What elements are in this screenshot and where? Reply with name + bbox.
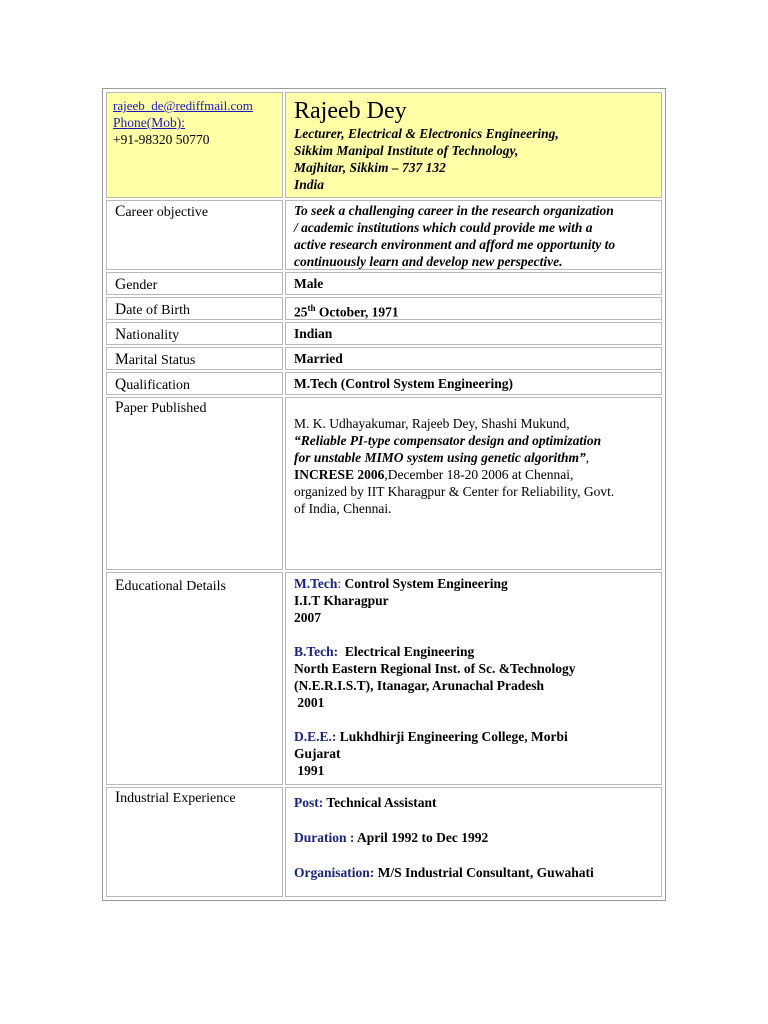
industry-label-cell: Industrial Experience — [106, 787, 283, 897]
gender-value: Male — [285, 272, 662, 295]
qualification-value: M.Tech (Control System Engineering) — [285, 372, 662, 395]
paper-authors: M. K. Udhayakumar, Rajeeb Dey, Shashi Mukund, — [294, 416, 570, 431]
career-line: To seek a challenging career in the research organization — [294, 203, 614, 218]
btech-institution: North Eastern Regional Inst. of Sc. &Technology — [294, 661, 576, 676]
conference-name: INCRESE 2006 — [294, 467, 385, 482]
paper-organizer: organized by IIT Kharagpur & Center for Reliability, Govt. — [294, 484, 615, 499]
phone-number: +91-98320 50770 — [113, 132, 210, 147]
nationality-value: Indian — [285, 322, 662, 345]
organisation-key: Organisation: — [294, 865, 375, 880]
title-line: Majhitar, Sikkim – 737 132 — [294, 160, 446, 175]
btech-key: B.Tech: — [294, 644, 339, 659]
education-label-cell: Educational Details — [106, 572, 283, 785]
email-link[interactable]: rajeeb_de@rediffmail.com — [113, 98, 253, 113]
industry-details-cell: Post: Technical Assistant Duration : April 1992 to Dec 1992 Organisation: M/S Industrial Consultant, Guwahati — [285, 787, 662, 897]
name-cell — [285, 92, 662, 198]
dob-label-cell: Date of Birth — [106, 297, 283, 320]
paper-label-cell: Paper Published — [106, 397, 283, 570]
dee-key: D.E.E.: — [294, 729, 337, 744]
title-line: Lecturer, Electrical & Electronics Engineering, — [294, 126, 559, 141]
nationality-label-cell: Nationality — [106, 322, 283, 345]
career-label-cell: Career objective — [106, 200, 283, 270]
dee-location: Gujarat — [294, 746, 341, 761]
contact-cell — [106, 92, 283, 198]
btech-institution: (N.E.R.I.S.T), Itanagar, Arunachal Pradesh — [294, 678, 545, 693]
title-line: India — [294, 177, 325, 192]
paper-organizer: of India, Chennai. — [294, 501, 392, 516]
duration-key: Duration : — [294, 830, 355, 845]
btech-year: 2001 — [297, 695, 325, 710]
career-line: / academic institutions which could provide me with a — [294, 220, 593, 235]
paper-title: “Reliable PI-type compensator design and optimization — [294, 433, 602, 448]
career-line: continuously learn and develop new perspective. — [294, 254, 563, 269]
title-line: Sikkim Manipal Institute of Technology, — [294, 143, 519, 158]
dee-year: 1991 — [297, 763, 325, 778]
career-objective-cell — [285, 200, 662, 270]
qualification-label-cell: Qualification — [106, 372, 283, 395]
dob-value: 25th October, 1971 — [285, 297, 662, 320]
mtech-year: 2007 — [294, 610, 321, 625]
mtech-institution: I.I.T Kharagpur — [294, 593, 389, 608]
marital-label-cell: Marital Status — [106, 347, 283, 370]
paper-title: for unstable MIMO system using genetic algorithm” — [294, 450, 586, 465]
marital-value: Married — [285, 347, 662, 370]
mtech-key: M.Tech — [294, 576, 338, 591]
education-details-cell: M.Tech: Control System Engineering I.I.T Kharagpur 2007 B.Tech: Electrical Engineering North Eastern Regional Inst. of Sc. &Technology (N.E.R.I.S.T), Itanagar, Arunachal Pradesh 2001 D.E.E.: Lukhdhirji Engineering College, Morbi Gujarat 1991 — [285, 572, 662, 785]
paper-details-cell: M. K. Udhayakumar, Rajeeb Dey, Shashi Mukund, “Reliable PI-type compensator design and optimization for unstable MIMO system using genetic algorithm”, INCRESE 2006,December 18-20 2006 at Chennai, organized by IIT Kharagpur & Center for Reliability, Govt. of India, Chennai. — [285, 397, 662, 570]
candidate-name: Rajeeb Dey — [294, 98, 407, 124]
post-key: Post: — [294, 795, 324, 810]
phone-label: Phone(Mob): — [113, 115, 185, 130]
gender-label-cell: Gender — [106, 272, 283, 295]
career-line: active research environment and afford me opportunity to — [294, 237, 616, 252]
